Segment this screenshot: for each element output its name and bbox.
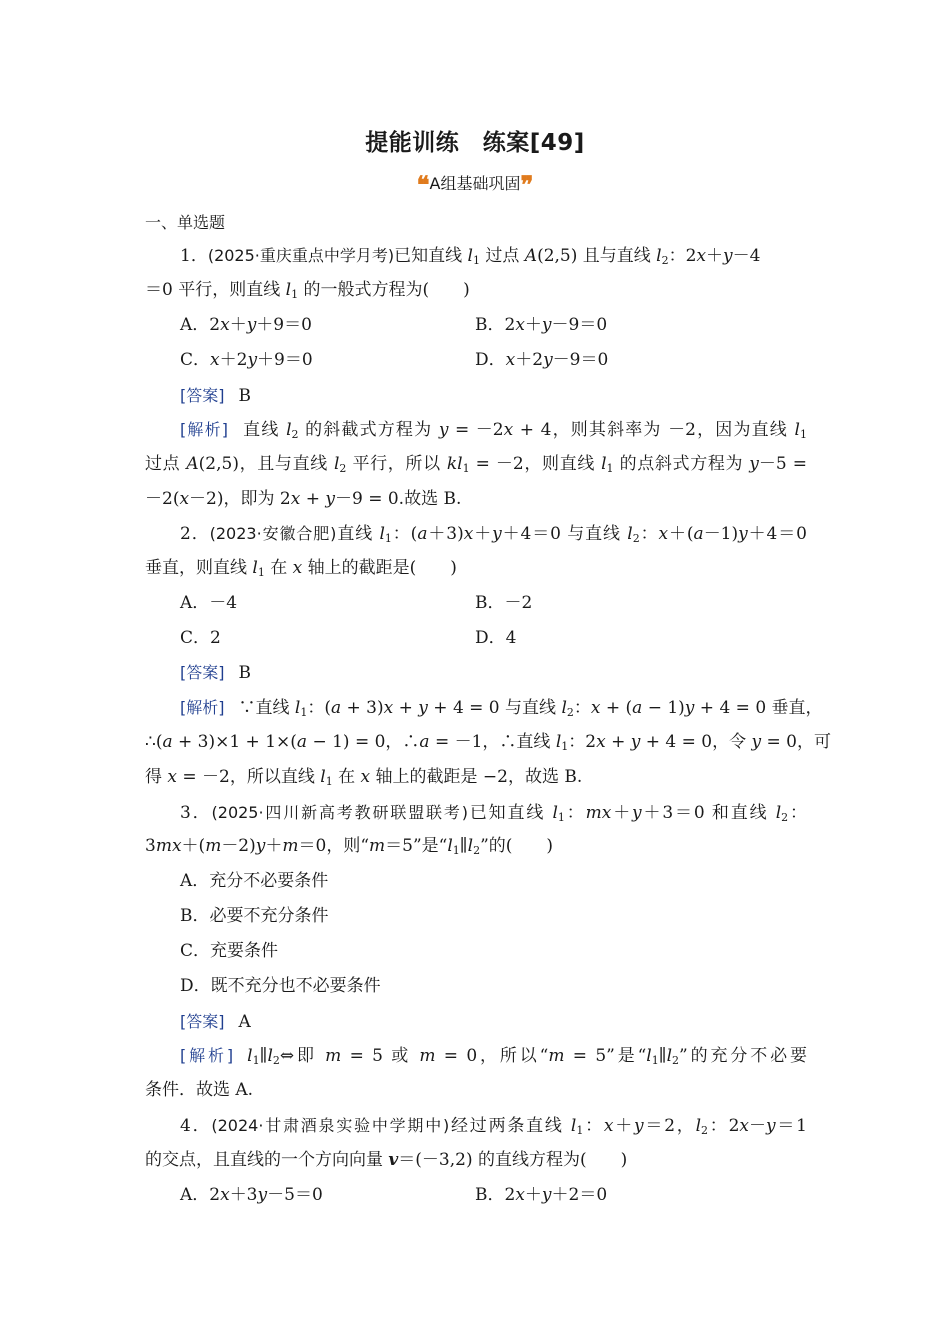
- question-2-analysis-line-1: [解析] ∵直线 $l_1$：(a + 3)x + y + 4 = 0 与直线 $l_2$：x + (a − 1)y + 4 = 0 垂直，: [180, 698, 823, 719]
- question-1-option-c: C．x＋2y＋9＝0: [180, 350, 313, 370]
- section-badge: [0, 170, 950, 199]
- open-quote-icon: ❝: [416, 170, 430, 199]
- question-2-number: 2．: [180, 524, 210, 544]
- answer-label: [答案]: [180, 663, 225, 682]
- question-2-analysis-line-3: 得 x = －2，所以直线 $l_1$ 在 x 轴上的截距是 −2，故选 B.: [145, 767, 583, 788]
- question-2-option-d: D．4: [475, 628, 517, 648]
- question-1-stem-line-2: ＝0 平行，则直线 $l_1$ 的一般式方程为( ): [145, 280, 470, 301]
- question-3-number: 3．: [180, 803, 212, 823]
- question-3-answer-value: A: [238, 1012, 251, 1032]
- question-4-stem-line-2: 的交点，且直线的一个方向向量 v＝(－3,2) 的直线方程为( ): [145, 1150, 628, 1170]
- question-3-analysis-line-1: [解析] $l_1\parallel l_2\Leftrightarrow$即 m = 5 或 m = 0，所以“m = 5”是“$l_1\parallel l_2$”的充分不必要: [180, 1046, 807, 1067]
- question-4-options-row-1: [180, 1178, 842, 1213]
- analysis-label: [解析]: [180, 1046, 234, 1065]
- question-3-source: (2025·四川新高考教研联盟联考): [211, 803, 468, 822]
- question-1-analysis-line-2: 过点 A(2,5)，且与直线 $l_2$ 平行，所以 $kl_1 = -2$，则直线 $l_1$ 的点斜式方程为 y－5 =: [145, 454, 807, 475]
- close-quote-icon: ❞: [520, 170, 534, 199]
- section-heading: 一、单选题: [145, 213, 226, 232]
- question-3-option-b: B．必要不充分条件: [180, 906, 329, 926]
- question-2-analysis-line-2: ∴(a + 3)×1 + 1×(a − 1) = 0，∴a = －1，∴直线 $l_1$：2x + y + 4 = 0，令 y = 0，可: [145, 732, 831, 753]
- question-4-number: 4．: [180, 1116, 212, 1136]
- question-3-option-d: D．既不充分也不必要条件: [180, 976, 381, 996]
- question-1-analysis-line-3: －2(x－2)，即为 2x + y－9 = 0.故选 B.: [145, 489, 462, 509]
- question-1-answer: [180, 378, 842, 414]
- question-1-option-a: A．2x＋y＋9＝0: [180, 315, 312, 335]
- question-1-answer-value: B: [238, 386, 251, 406]
- question-3-analysis-line-2: 条件．故选 A.: [145, 1080, 254, 1100]
- question-4-stem-line-1: 4．(2024·甘肃酒泉实验中学期中)经过两条直线 $l_1$：x＋y＝2，$l_2$：2x－y＝1: [180, 1116, 807, 1137]
- analysis-label: [解析]: [180, 420, 228, 439]
- question-2-option-c: C．2: [180, 628, 221, 648]
- question-1-number: 1．: [180, 246, 208, 266]
- question-2-source: (2023·安徽合肥): [209, 524, 337, 543]
- section-label: A组基础巩固: [429, 174, 521, 193]
- question-3-option-c: C．充要条件: [180, 941, 279, 961]
- analysis-label: [解析]: [180, 698, 225, 717]
- question-3-stem-line-1: 3．(2025·四川新高考教研联盟联考)已知直线 $l_1$：mx＋y＋3＝0 和直线 $l_2$：: [180, 803, 808, 824]
- question-2-stem-line-1: 2．(2023·安徽合肥)直线 $l_1$：(a＋3)x＋y＋4＝0 与直线 $l_2$：x＋(a－1)y＋4＝0: [180, 524, 807, 545]
- question-1-option-b: B．2x＋y－9＝0: [475, 315, 608, 335]
- question-2-options-row-1: [180, 586, 842, 621]
- question-4-option-b: B．2x＋y＋2＝0: [475, 1185, 608, 1205]
- question-3-answer: [180, 1004, 842, 1040]
- question-4-source: (2024·甘肃酒泉实验中学期中): [211, 1116, 450, 1135]
- question-2-option-b: B．－2: [475, 593, 533, 613]
- question-2-stem-line-2: 垂直，则直线 $l_1$ 在 x 轴上的截距是( ): [145, 558, 457, 579]
- question-1-options-row-1: [180, 308, 842, 343]
- answer-label: [答案]: [180, 386, 225, 405]
- question-2-options-row-2: [180, 621, 842, 656]
- question-4-option-a: A．2x＋3y－5＝0: [180, 1185, 323, 1205]
- question-2-answer-value: B: [238, 663, 251, 683]
- question-1-options-row-2: [180, 343, 842, 378]
- question-1-analysis-line-1: [解析] 直线 $l_2$ 的斜截式方程为 y = －2x + 4，则其斜率为 －2，因为直线 $l_1$: [180, 420, 807, 441]
- question-2-answer: [180, 655, 842, 691]
- question-1-stem-line-1: 1．(2025·重庆重点中学月考)已知直线 $l_1$ 过点 A(2,5) 且与直线 $l_2$：2x＋y－4: [180, 246, 761, 267]
- question-2-option-a: A．－4: [180, 593, 238, 613]
- question-3-option-a: A．充分不必要条件: [180, 871, 329, 891]
- question-1-option-d: D．x＋2y－9＝0: [475, 350, 609, 370]
- page-title: 提能训练 练案[49]: [365, 130, 585, 156]
- answer-label: [答案]: [180, 1012, 225, 1031]
- question-3-stem-line-2: 3mx＋(m－2)y＋m＝0，则“m＝5”是“$l_1\parallel l_2$”的( ): [145, 836, 554, 857]
- question-1-source: (2025·重庆重点中学月考): [207, 246, 395, 265]
